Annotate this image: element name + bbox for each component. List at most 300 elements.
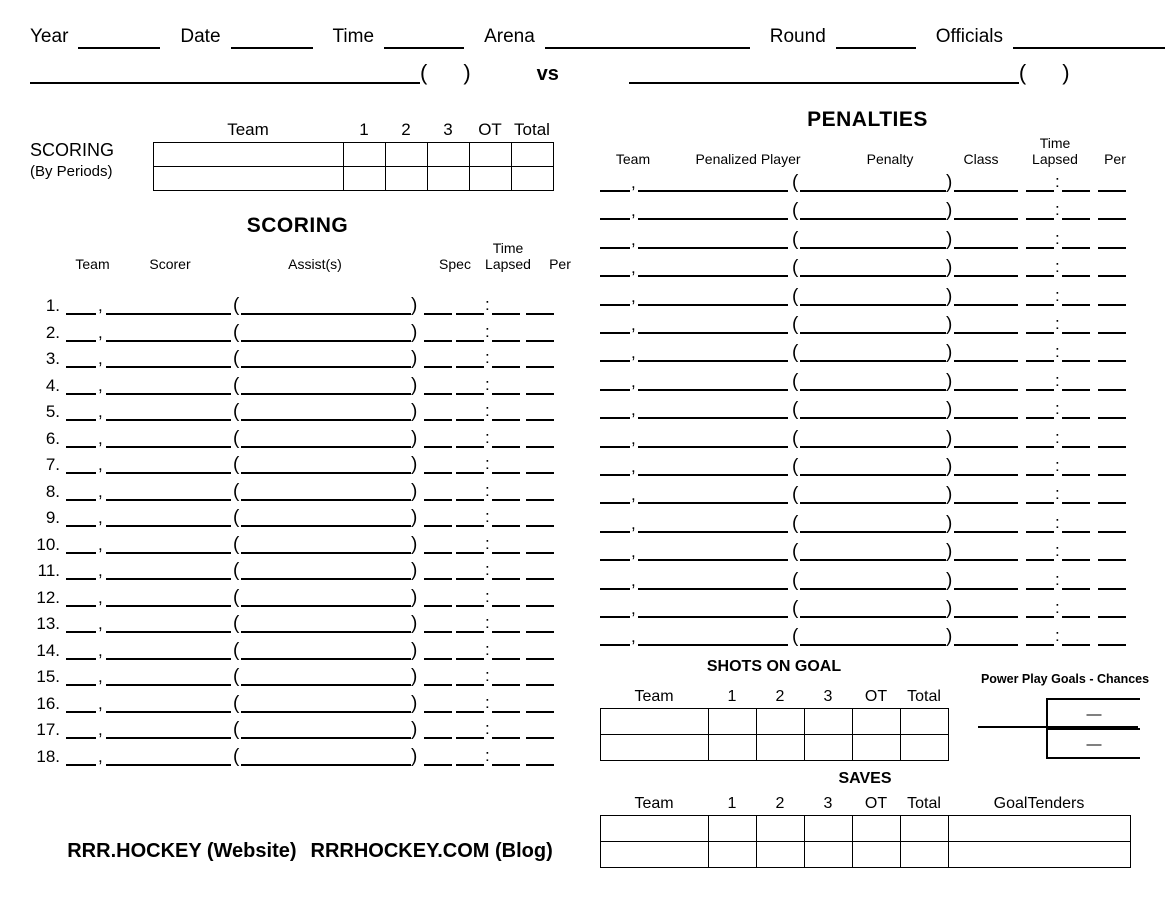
blank-line[interactable] [638,616,788,618]
blank-line[interactable] [526,737,554,739]
blank-line[interactable] [600,644,630,646]
blank-line[interactable] [600,360,630,362]
blank-line[interactable] [638,218,788,220]
blank-line[interactable] [600,502,630,504]
blank-line[interactable] [1026,474,1054,476]
blank-line[interactable] [241,419,411,421]
blank-line[interactable] [66,737,96,739]
blank-line[interactable] [526,525,554,527]
blank-line[interactable] [1098,446,1126,448]
blank-line[interactable] [456,658,484,660]
blank-line[interactable] [1098,360,1126,362]
blank-line[interactable] [526,684,554,686]
blank-line[interactable] [954,190,1018,192]
power-play-widget[interactable] [978,698,1138,756]
blank-line[interactable] [1098,644,1126,646]
blank-line[interactable] [106,446,231,448]
blank-line[interactable] [66,313,96,315]
blank-line[interactable] [1098,531,1126,533]
blank-line[interactable] [1062,474,1090,476]
blank-line[interactable] [800,531,946,533]
blank-line[interactable] [66,340,96,342]
blank-line[interactable] [424,737,452,739]
blank-line[interactable] [492,631,520,633]
blank-line[interactable] [241,340,411,342]
power-play-cell-1[interactable]: — [1086,735,1102,753]
blank-line[interactable] [1062,417,1090,419]
blank-line[interactable] [954,332,1018,334]
blank-line[interactable] [66,605,96,607]
blank-line[interactable] [106,711,231,713]
blank-line[interactable] [241,605,411,607]
blank-line[interactable] [456,419,484,421]
blank-line[interactable] [492,605,520,607]
footer-blog[interactable]: RRRHOCKEY.COM (Blog) [310,840,553,862]
blank-line[interactable] [106,419,231,421]
blank-line[interactable] [600,389,630,391]
blank-line[interactable] [456,737,484,739]
blank-line[interactable] [106,631,231,633]
blank-line[interactable] [106,684,231,686]
power-play-cell-0[interactable]: — [1048,700,1140,730]
blank-line[interactable] [1062,218,1090,220]
saves-table[interactable] [600,815,1131,868]
blank-line[interactable] [456,525,484,527]
blank-line[interactable] [800,559,946,561]
blank-line[interactable] [1026,559,1054,561]
period-cell-r1-c3[interactable] [428,167,470,191]
blank-line[interactable] [66,393,96,395]
shots-cell-r1-c5[interactable] [901,735,949,761]
saves-cell-r0-c6[interactable] [949,816,1131,842]
blank-line[interactable] [800,218,946,220]
blank-line[interactable] [492,366,520,368]
blank-line[interactable] [66,631,96,633]
blank-line[interactable] [526,313,554,315]
blank-line[interactable] [954,502,1018,504]
blank-line[interactable] [600,616,630,618]
blank-line[interactable] [638,304,788,306]
blank-line[interactable] [492,711,520,713]
saves-cell-r1-c4[interactable] [853,842,901,868]
blank-line[interactable] [800,446,946,448]
blank-line[interactable] [954,275,1018,277]
blank-line[interactable] [424,684,452,686]
blank-line[interactable] [424,552,452,554]
blank-line[interactable] [241,393,411,395]
blank-line[interactable] [638,531,788,533]
blank-line[interactable] [638,446,788,448]
blank-line[interactable] [1062,559,1090,561]
blank-line[interactable] [800,616,946,618]
blank-line[interactable] [1098,502,1126,504]
blank-line[interactable] [456,366,484,368]
blank-line[interactable] [241,446,411,448]
blank-line[interactable] [1098,559,1126,561]
blank-line[interactable] [241,658,411,660]
blank-line[interactable] [1026,588,1054,590]
blank-line[interactable] [638,360,788,362]
blank-line[interactable] [424,711,452,713]
footer-website[interactable]: RRR.HOCKEY (Website) [67,840,297,862]
blank-line[interactable] [1062,360,1090,362]
blank-line[interactable] [66,525,96,527]
blank-line[interactable] [492,472,520,474]
blank-line[interactable] [600,474,630,476]
blank-line[interactable] [600,190,630,192]
blank-line[interactable] [424,419,452,421]
shots-cell-r0-c4[interactable] [853,709,901,735]
blank-line[interactable] [638,247,788,249]
blank-line[interactable] [492,658,520,660]
shots-cell-r0-c3[interactable] [805,709,853,735]
blank-line[interactable] [1098,616,1126,618]
blank-line[interactable] [1062,531,1090,533]
period-cell-r1-c2[interactable] [386,167,428,191]
blank-line[interactable] [526,631,554,633]
blank-line[interactable] [424,764,452,766]
blank-line[interactable] [241,684,411,686]
blank-line[interactable] [638,644,788,646]
blank-line[interactable] [106,499,231,501]
shots-cell-r1-c0[interactable] [601,735,709,761]
blank-line[interactable] [492,419,520,421]
header-input-year[interactable] [78,47,160,49]
blank-line[interactable] [600,531,630,533]
blank-line[interactable] [241,499,411,501]
blank-line[interactable] [526,340,554,342]
blank-line[interactable] [800,474,946,476]
blank-line[interactable] [492,499,520,501]
blank-line[interactable] [492,737,520,739]
blank-line[interactable] [241,737,411,739]
blank-line[interactable] [600,275,630,277]
header-input-arena[interactable] [545,47,750,49]
blank-line[interactable] [1098,275,1126,277]
blank-line[interactable] [492,525,520,527]
period-cell-r0-c5[interactable] [512,143,554,167]
blank-line[interactable] [1026,190,1054,192]
blank-line[interactable] [638,190,788,192]
blank-line[interactable] [106,525,231,527]
blank-line[interactable] [638,474,788,476]
saves-cell-r1-c2[interactable] [757,842,805,868]
saves-cell-r0-c2[interactable] [757,816,805,842]
blank-line[interactable] [954,218,1018,220]
blank-line[interactable] [1026,332,1054,334]
blank-line[interactable] [106,605,231,607]
blank-line[interactable] [106,552,231,554]
blank-line[interactable] [492,578,520,580]
blank-line[interactable] [526,393,554,395]
blank-line[interactable] [424,313,452,315]
blank-line[interactable] [954,644,1018,646]
blank-line[interactable] [954,360,1018,362]
shots-cell-r1-c2[interactable] [757,735,805,761]
shots-cell-r0-c1[interactable] [709,709,757,735]
period-cell-r0-c4[interactable] [470,143,512,167]
blank-line[interactable] [1026,644,1054,646]
blank-line[interactable] [66,578,96,580]
blank-line[interactable] [424,631,452,633]
blank-line[interactable] [954,559,1018,561]
blank-line[interactable] [1062,588,1090,590]
blank-line[interactable] [241,764,411,766]
blank-line[interactable] [1026,446,1054,448]
saves-cell-r1-c6[interactable] [949,842,1131,868]
blank-line[interactable] [424,499,452,501]
blank-line[interactable] [456,711,484,713]
blank-line[interactable] [424,446,452,448]
blank-line[interactable] [954,474,1018,476]
blank-line[interactable] [456,393,484,395]
blank-line[interactable] [954,304,1018,306]
blank-line[interactable] [456,499,484,501]
blank-line[interactable] [424,605,452,607]
away-team-name-input[interactable] [629,82,1019,84]
blank-line[interactable] [600,247,630,249]
blank-line[interactable] [1098,474,1126,476]
period-cell-r1-c5[interactable] [512,167,554,191]
blank-line[interactable] [424,525,452,527]
blank-line[interactable] [800,644,946,646]
blank-line[interactable] [1062,644,1090,646]
saves-cell-r0-c1[interactable] [709,816,757,842]
blank-line[interactable] [954,616,1018,618]
blank-line[interactable] [424,578,452,580]
blank-line[interactable] [1062,616,1090,618]
shots-on-goal-table[interactable] [600,708,949,761]
blank-line[interactable] [1062,332,1090,334]
blank-line[interactable] [638,588,788,590]
blank-line[interactable] [800,588,946,590]
blank-line[interactable] [800,360,946,362]
blank-line[interactable] [526,605,554,607]
header-input-time[interactable] [384,47,464,49]
blank-line[interactable] [1062,304,1090,306]
saves-cell-r1-c1[interactable] [709,842,757,868]
blank-line[interactable] [456,313,484,315]
blank-line[interactable] [1026,275,1054,277]
blank-line[interactable] [424,658,452,660]
blank-line[interactable] [66,658,96,660]
blank-line[interactable] [1062,502,1090,504]
blank-line[interactable] [241,552,411,554]
blank-line[interactable] [456,578,484,580]
blank-line[interactable] [800,502,946,504]
blank-line[interactable] [638,389,788,391]
blank-line[interactable] [241,472,411,474]
period-cell-r1-c1[interactable] [344,167,386,191]
blank-line[interactable] [1026,247,1054,249]
blank-line[interactable] [1098,190,1126,192]
blank-line[interactable] [638,559,788,561]
saves-cell-r0-c4[interactable] [853,816,901,842]
blank-line[interactable] [638,332,788,334]
blank-line[interactable] [800,304,946,306]
blank-line[interactable] [456,340,484,342]
blank-line[interactable] [456,764,484,766]
period-cell-r0-c3[interactable] [428,143,470,167]
blank-line[interactable] [638,417,788,419]
header-input-officials[interactable] [1013,47,1165,49]
blank-line[interactable] [456,605,484,607]
blank-line[interactable] [241,711,411,713]
blank-line[interactable] [66,711,96,713]
period-cell-r0-c0[interactable] [154,143,344,167]
shots-cell-r0-c5[interactable] [901,709,949,735]
blank-line[interactable] [600,417,630,419]
blank-line[interactable] [1098,304,1126,306]
saves-cell-r0-c5[interactable] [901,816,949,842]
blank-line[interactable] [800,332,946,334]
blank-line[interactable] [526,578,554,580]
blank-line[interactable] [800,190,946,192]
blank-line[interactable] [526,419,554,421]
shots-cell-r1-c3[interactable] [805,735,853,761]
blank-line[interactable] [1026,616,1054,618]
period-cell-r1-c4[interactable] [470,167,512,191]
blank-line[interactable] [954,247,1018,249]
blank-line[interactable] [800,389,946,391]
blank-line[interactable] [600,304,630,306]
blank-line[interactable] [1098,247,1126,249]
blank-line[interactable] [106,578,231,580]
saves-cell-r1-c0[interactable] [601,842,709,868]
blank-line[interactable] [954,417,1018,419]
blank-line[interactable] [600,218,630,220]
blank-line[interactable] [106,393,231,395]
blank-line[interactable] [638,502,788,504]
blank-line[interactable] [424,472,452,474]
blank-line[interactable] [492,764,520,766]
blank-line[interactable] [1062,247,1090,249]
blank-line[interactable] [526,552,554,554]
blank-line[interactable] [1098,332,1126,334]
blank-line[interactable] [600,559,630,561]
blank-line[interactable] [66,764,96,766]
blank-line[interactable] [106,472,231,474]
blank-line[interactable] [600,332,630,334]
blank-line[interactable] [66,446,96,448]
blank-line[interactable] [492,393,520,395]
blank-line[interactable] [492,313,520,315]
blank-line[interactable] [66,552,96,554]
blank-line[interactable] [600,446,630,448]
blank-line[interactable] [800,275,946,277]
period-score-table[interactable] [153,142,554,191]
blank-line[interactable] [241,578,411,580]
blank-line[interactable] [1062,190,1090,192]
blank-line[interactable] [456,472,484,474]
blank-line[interactable] [456,631,484,633]
power-play-box[interactable] [1046,698,1140,759]
blank-line[interactable] [492,446,520,448]
blank-line[interactable] [800,247,946,249]
blank-line[interactable] [424,366,452,368]
shots-cell-r0-c0[interactable] [601,709,709,735]
blank-line[interactable] [1098,218,1126,220]
blank-line[interactable] [456,684,484,686]
period-cell-r1-c0[interactable] [154,167,344,191]
blank-line[interactable] [66,499,96,501]
saves-cell-r1-c5[interactable] [901,842,949,868]
blank-line[interactable] [106,366,231,368]
blank-line[interactable] [456,552,484,554]
period-cell-r0-c2[interactable] [386,143,428,167]
blank-line[interactable] [1098,389,1126,391]
blank-line[interactable] [492,552,520,554]
blank-line[interactable] [241,313,411,315]
blank-line[interactable] [1098,588,1126,590]
blank-line[interactable] [424,393,452,395]
blank-line[interactable] [526,446,554,448]
blank-line[interactable] [241,631,411,633]
blank-line[interactable] [1098,417,1126,419]
blank-line[interactable] [526,366,554,368]
blank-line[interactable] [526,711,554,713]
blank-line[interactable] [1062,275,1090,277]
blank-line[interactable] [526,499,554,501]
blank-line[interactable] [66,472,96,474]
shots-cell-r1-c1[interactable] [709,735,757,761]
blank-line[interactable] [492,340,520,342]
blank-line[interactable] [1026,531,1054,533]
saves-cell-r0-c3[interactable] [805,816,853,842]
home-team-name-input[interactable] [30,82,420,84]
blank-line[interactable] [1062,446,1090,448]
blank-line[interactable] [526,658,554,660]
blank-line[interactable] [600,588,630,590]
blank-line[interactable] [800,417,946,419]
blank-line[interactable] [106,313,231,315]
shots-cell-r0-c2[interactable] [757,709,805,735]
blank-line[interactable] [954,389,1018,391]
blank-line[interactable] [1026,502,1054,504]
blank-line[interactable] [106,340,231,342]
blank-line[interactable] [526,472,554,474]
blank-line[interactable] [954,588,1018,590]
blank-line[interactable] [638,275,788,277]
saves-cell-r0-c0[interactable] [601,816,709,842]
blank-line[interactable] [66,419,96,421]
period-cell-r0-c1[interactable] [344,143,386,167]
shots-cell-r1-c4[interactable] [853,735,901,761]
blank-line[interactable] [1026,360,1054,362]
header-input-round[interactable] [836,47,916,49]
blank-line[interactable] [66,684,96,686]
header-input-date[interactable] [231,47,313,49]
blank-line[interactable] [106,658,231,660]
blank-line[interactable] [954,531,1018,533]
blank-line[interactable] [424,340,452,342]
blank-line[interactable] [526,764,554,766]
saves-cell-r1-c3[interactable] [805,842,853,868]
blank-line[interactable] [1026,218,1054,220]
blank-line[interactable] [456,446,484,448]
blank-line[interactable] [241,366,411,368]
blank-line[interactable] [106,737,231,739]
blank-line[interactable] [492,684,520,686]
blank-line[interactable] [241,525,411,527]
blank-line[interactable] [66,366,96,368]
blank-line[interactable] [1026,304,1054,306]
blank-line[interactable] [1026,389,1054,391]
blank-line[interactable] [954,446,1018,448]
blank-line[interactable] [106,764,231,766]
blank-line[interactable] [1062,389,1090,391]
blank-line[interactable] [1026,417,1054,419]
